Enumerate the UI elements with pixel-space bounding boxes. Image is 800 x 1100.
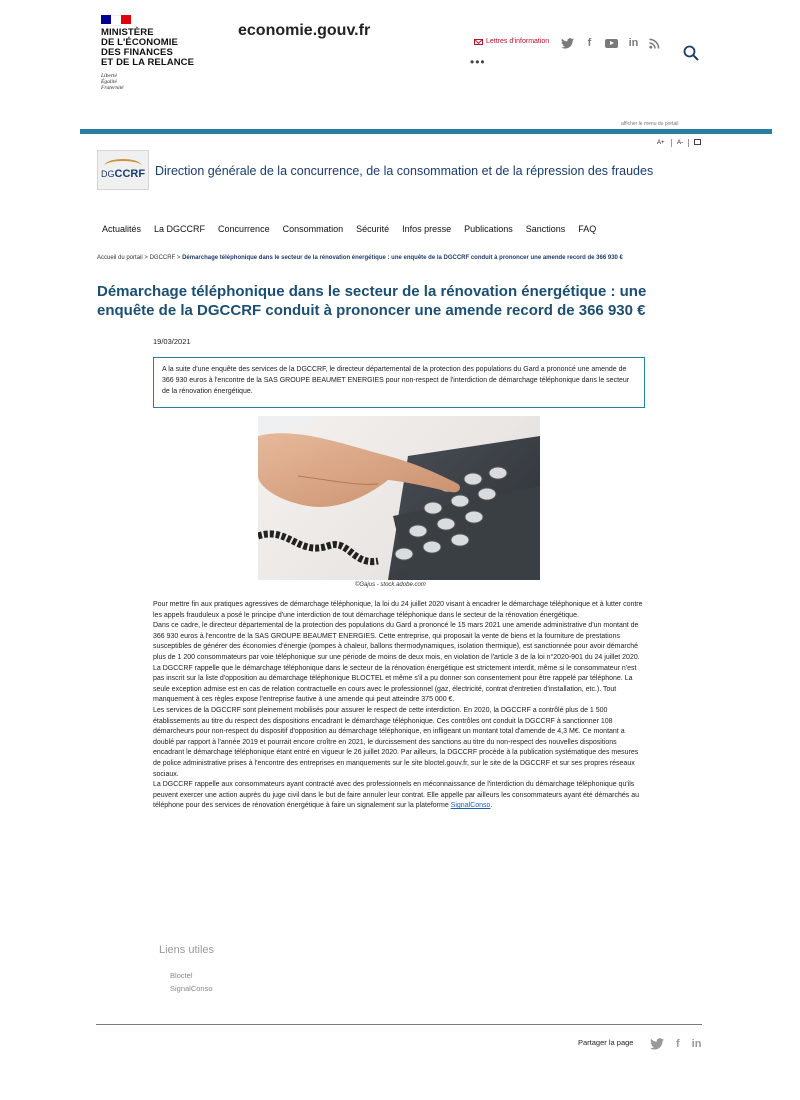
breadcrumb-separator: > [144, 255, 148, 261]
paragraph-end: . [490, 802, 493, 810]
directorate-title[interactable]: Direction générale de la concurrence, de la consommation et de la répression des fraudes [155, 164, 654, 178]
twitter-icon[interactable] [650, 1038, 664, 1050]
main-nav [102, 224, 596, 234]
nav-item-la-dgccrf[interactable]: La DGCCRF [154, 224, 206, 234]
signalconso-link[interactable]: SignalConso [450, 802, 491, 810]
youtube-icon[interactable] [605, 39, 618, 48]
article-paragraph: Pour mettre fin aux pratiques agressives de démarchage téléphonique, la loi du 24 juillet 2020 visant à encadrer le démarchage téléphonique et à lutter contre les appels frauduleux a posé le principe d'une interdiction de tout démarchage téléphonique dans le secteur de la rénovation énergétique. [153, 601, 643, 619]
nav-item-sanctions[interactable]: Sanctions [525, 224, 566, 234]
search-icon[interactable] [683, 45, 699, 61]
motto-line: Liberté [101, 73, 117, 79]
menu-hint[interactable]: afficher le menu du portail [621, 121, 679, 127]
share-label: Partager la page [578, 1038, 634, 1047]
article-photo-telephone [258, 416, 540, 580]
paragraph-text: La DGCCRF rappelle aux consommateurs ayant contracté avec des professionnels en méconnaissance de l'interdiction du démarchage téléphonique qu'ils peuvent exercer une action auprès du juge civil dans le but de faire annuler leur contrat. Elle appelle par ailleurs les consommateurs ayant été démarchés au téléphone pour des services de rénovation énergétique à faire un signalement sur la plateforme [153, 781, 640, 810]
nav-item-actualites[interactable]: Actualités [102, 224, 142, 234]
nav-item-faq[interactable]: FAQ [578, 224, 597, 234]
ministry-line: MINISTÈRE [101, 27, 154, 38]
twitter-icon[interactable] [561, 38, 574, 49]
more-menu-button[interactable]: ••• [470, 55, 486, 69]
motto-line: Égalité [101, 79, 117, 85]
article-paragraph [153, 780, 645, 812]
republique-flag [101, 15, 131, 24]
breadcrumb-home[interactable]: Accueil du portail [97, 255, 143, 261]
article-body [153, 600, 645, 812]
nav-item-securite[interactable]: Sécurité [356, 224, 390, 234]
article-paragraph: La DGCCRF rappelle que le démarchage téléphonique dans le secteur de la rénovation énergétique est strictement interdit, même si le consommateur n'est pas inscrit sur la liste d'opposition au démarchage téléphonique BLOCTEL et même s'il a pu donner son consentement pour être rappelé par téléphone. La seule exception admise est en cas de relation contractuelle en cours avec le professionnel (gaz, électricité, contrat d'entretien d'installation, etc.). Tout manquement à ces règles expose l'entreprise fautive à une amende qui peut atteindre 375 000 €. [153, 664, 637, 704]
useful-link-bloctel[interactable]: Bloctel [170, 971, 193, 980]
envelope-icon [474, 39, 483, 45]
share-links [650, 1038, 701, 1050]
logo-prefix: DG [101, 169, 115, 179]
facebook-icon[interactable]: f [676, 1038, 680, 1050]
print-icon[interactable] [694, 139, 701, 145]
article-summary: A la suite d'une enquête des services de la DGCCRF, le directeur départemental de la protection des populations du Gard a prononcé une amende de 366 930 euros à l'encontre de la SAS GROUPE BEAUMET ENERGIES pour non-respect de l'interdiction de démarchage téléphonique dans le secteur de la rénovation énergétique. [153, 357, 645, 408]
breadcrumb [97, 255, 623, 261]
publication-date: 19/03/2021 [153, 337, 191, 346]
footer-divider [96, 1024, 702, 1025]
nav-item-concurrence[interactable]: Concurrence [218, 224, 270, 234]
linkedin-icon[interactable]: in [691, 1038, 702, 1050]
font-increase-button[interactable]: A+ [657, 140, 665, 146]
logo-text [101, 168, 145, 180]
page-title: Démarchage téléphonique dans le secteur de la rénovation énergétique : une enquête de la DGCCRF conduit à prononcer une amende record de 366 930 € [97, 283, 647, 319]
article-paragraph: Dans ce cadre, le directeur départemental de la protection des populations du Gard a prononcé le 15 mars 2021 une amende administrative d'un montant de 366 930 euros à l'encontre de la SAS GROUPE BEAUMET ENERGIES. Cette entreprise, qui proposait la vente de biens et la fourniture de prestations susceptibles de générer des économies d'énergie (pompes à chaleur, ballons thermodynamiques, isolation thermique), est sanctionnée pour avoir démarché plus de 1 200 consommateurs par voie téléphonique sur une période de moins de deux mois, en violation de l'article 3 de la loi n°2020-901 du 24 juillet 2020. [153, 622, 640, 661]
font-decrease-button[interactable]: A- [677, 140, 683, 146]
dgccrf-logo[interactable] [97, 150, 149, 190]
divider [671, 139, 672, 147]
breadcrumb-separator: > [176, 255, 181, 261]
useful-links-title: Liens utiles [159, 944, 215, 956]
ministry-line: DES FINANCES [101, 47, 173, 58]
motto-line: Fraternité [101, 85, 124, 91]
divider [688, 139, 689, 147]
rss-icon[interactable] [649, 38, 660, 49]
newsletter-label: Lettres d'information [486, 38, 550, 45]
nav-item-consommation[interactable]: Consommation [282, 224, 344, 234]
site-name[interactable]: economie.gouv.fr [238, 22, 371, 39]
facebook-icon[interactable]: f [587, 37, 592, 49]
linkedin-icon[interactable]: in [628, 37, 639, 49]
social-links [561, 37, 660, 49]
header-band [80, 129, 772, 134]
photo-caption: ©Gajus - stock.adobe.com [355, 582, 426, 588]
breadcrumb-current: Démarchage téléphonique dans le secteur de la rénovation énergétique : une enquête de la DGCCRF conduit à prononcer une amende record de 366 930 € [182, 255, 623, 261]
republique-motto [101, 73, 124, 91]
newsletter-link[interactable] [474, 38, 549, 45]
ministry-line: ET DE LA RELANCE [101, 57, 195, 68]
ministry-logo[interactable] [101, 28, 211, 68]
logo-name: CCRF [114, 168, 146, 180]
nav-item-publications[interactable]: Publications [464, 224, 513, 234]
nav-item-infos-presse[interactable]: Infos presse [402, 224, 452, 234]
article-paragraph: Les services de la DGCCRF sont pleinement mobilisés pour assurer le respect de cette interdiction. En 2020, la DGCCRF a contrôlé plus de 1 500 établissements au titre du respect des dispositions encadrant le démarchage téléphonique. Ces contrôles ont conduit la DGCCRF à sanctionner 108 démarcheurs pour non-respect du dispositif d'opposition au démarchage téléphonique, en infligeant un montant total d'amende de 4,3 M€. Ce montant a doublé par rapport à l'année 2019 et pourrait encore croître en 2021, le durcissement des sanctions au titre du non-respect des nouvelles dispositions encadrant le démarchage téléphonique étant entré en vigueur le 26 juillet 2020. Par ailleurs, la DGCCRF procède à la publication systématique des mesures de police administrative prises à l'encontre des entreprises en manquements sur le site bloctel.gouv.fr, sur le site de la DGCCRF et sur ses propres réseaux sociaux. [153, 706, 639, 778]
breadcrumb-section[interactable]: DGCCRF [149, 255, 176, 261]
useful-link-signalconso[interactable]: SignalConso [170, 984, 213, 993]
ministry-line: DE L'ÉCONOMIE [101, 37, 178, 48]
